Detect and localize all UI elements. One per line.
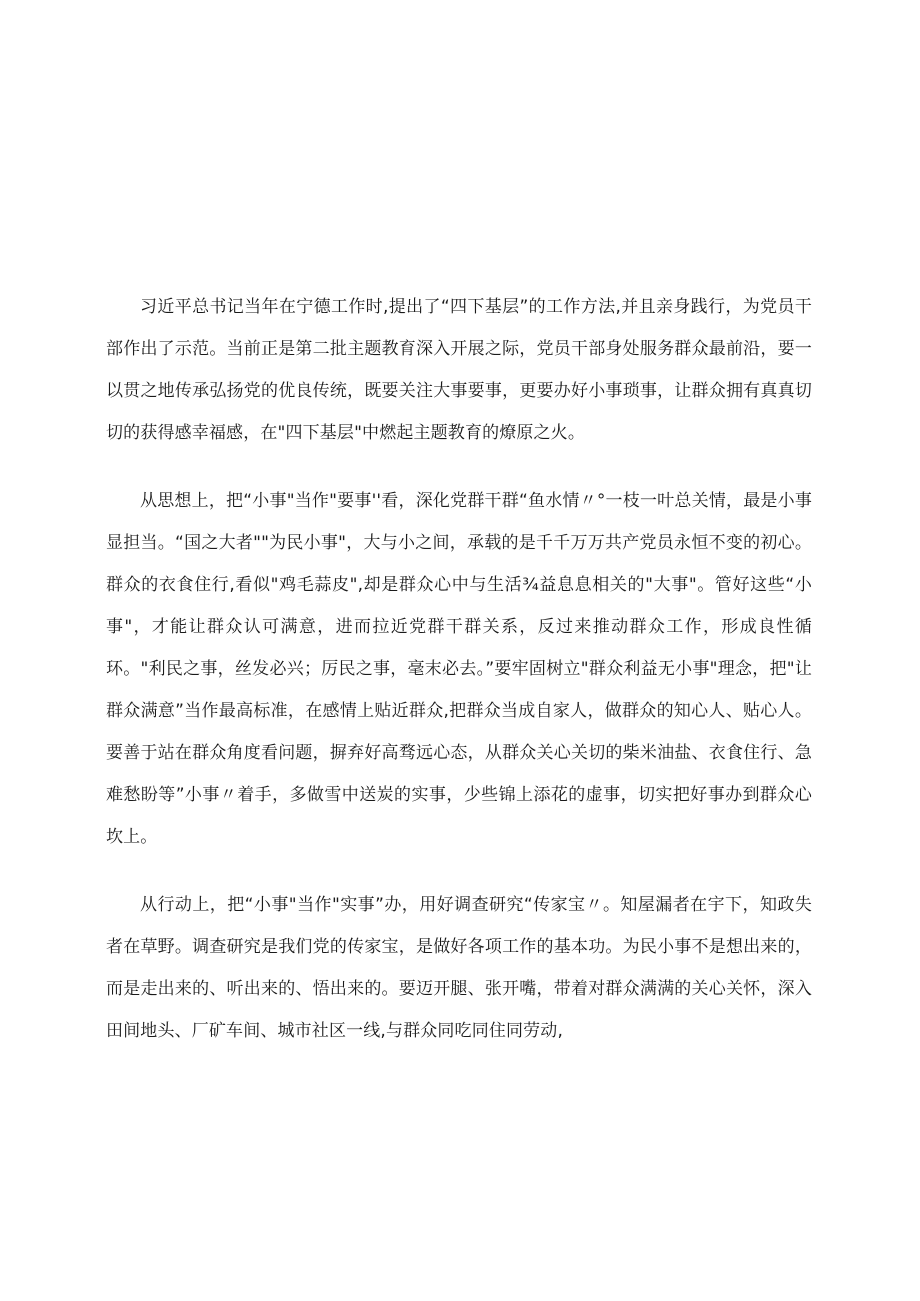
- paragraph-thinking: 从思想上，把“小事"当作"要事''看，深化党群干群“鱼水情〃°一枝一叶总关情，最是小事显担当。“国之大者""为民小事"，大与小之间，承载的是千千万万共产党员永恒不变的初心。群众的衣食住行,看似"鸡毛蒜皮",却是群众心中与生活¾益息息相关的"大事"。管好这些“小事"，才能让群众认可满意，进而拉近党群干群关系，反过来推动群众工作，形成良性循环。"利民之事，丝发必兴；厉民之事，毫末必去。”要牢固树立"群众利益无小事"理念，把"让群众满意”当作最高标准，在感情上贴近群众,把群众当成自家人，做群众的知心人、贴心人。要善于站在群众角度看问题，摒弃好高骛远心态，从群众关心关切的柴米油盐、衣食住行、急难愁盼等”小事〃着手，多做雪中送炭的实事，少些锦上添花的虚事，切实把好事办到群众心坎上。: [106, 491, 812, 847]
- paragraph-action: 从行动上，把“小事"当作"实事”办，用好调查研究“传家宝〃。知屋漏者在宇下，知政失者在草野。调查研究是我们党的传家宝，是做好各项工作的基本功。为民小事不是想出来的，而是走出来的、听出来的、悟出来的。要迈开腿、张开嘴，带着对群众满满的关心关怀，深入田间地头、厂矿车间、城市社区一线,与群众同吃同住同劳动,: [106, 895, 812, 1041]
- paragraph-intro: 习近平总书记当年在宁德工作时,提出了“四下基层”的工作方法,并且亲身践行，为党员干部作出了示范。当前正是第二批主题教育深入开展之际，党员干部身处服务群众最前沿，要一以贯之地传承弘扬党的优良传统，既要关注大事要事，更要办好小事琐事，让群众拥有真真切切的获得感幸福感，在"四下基层"中燃起主题教育的燎原之火。: [106, 297, 812, 443]
- document-body: [106, 286, 812, 1052]
